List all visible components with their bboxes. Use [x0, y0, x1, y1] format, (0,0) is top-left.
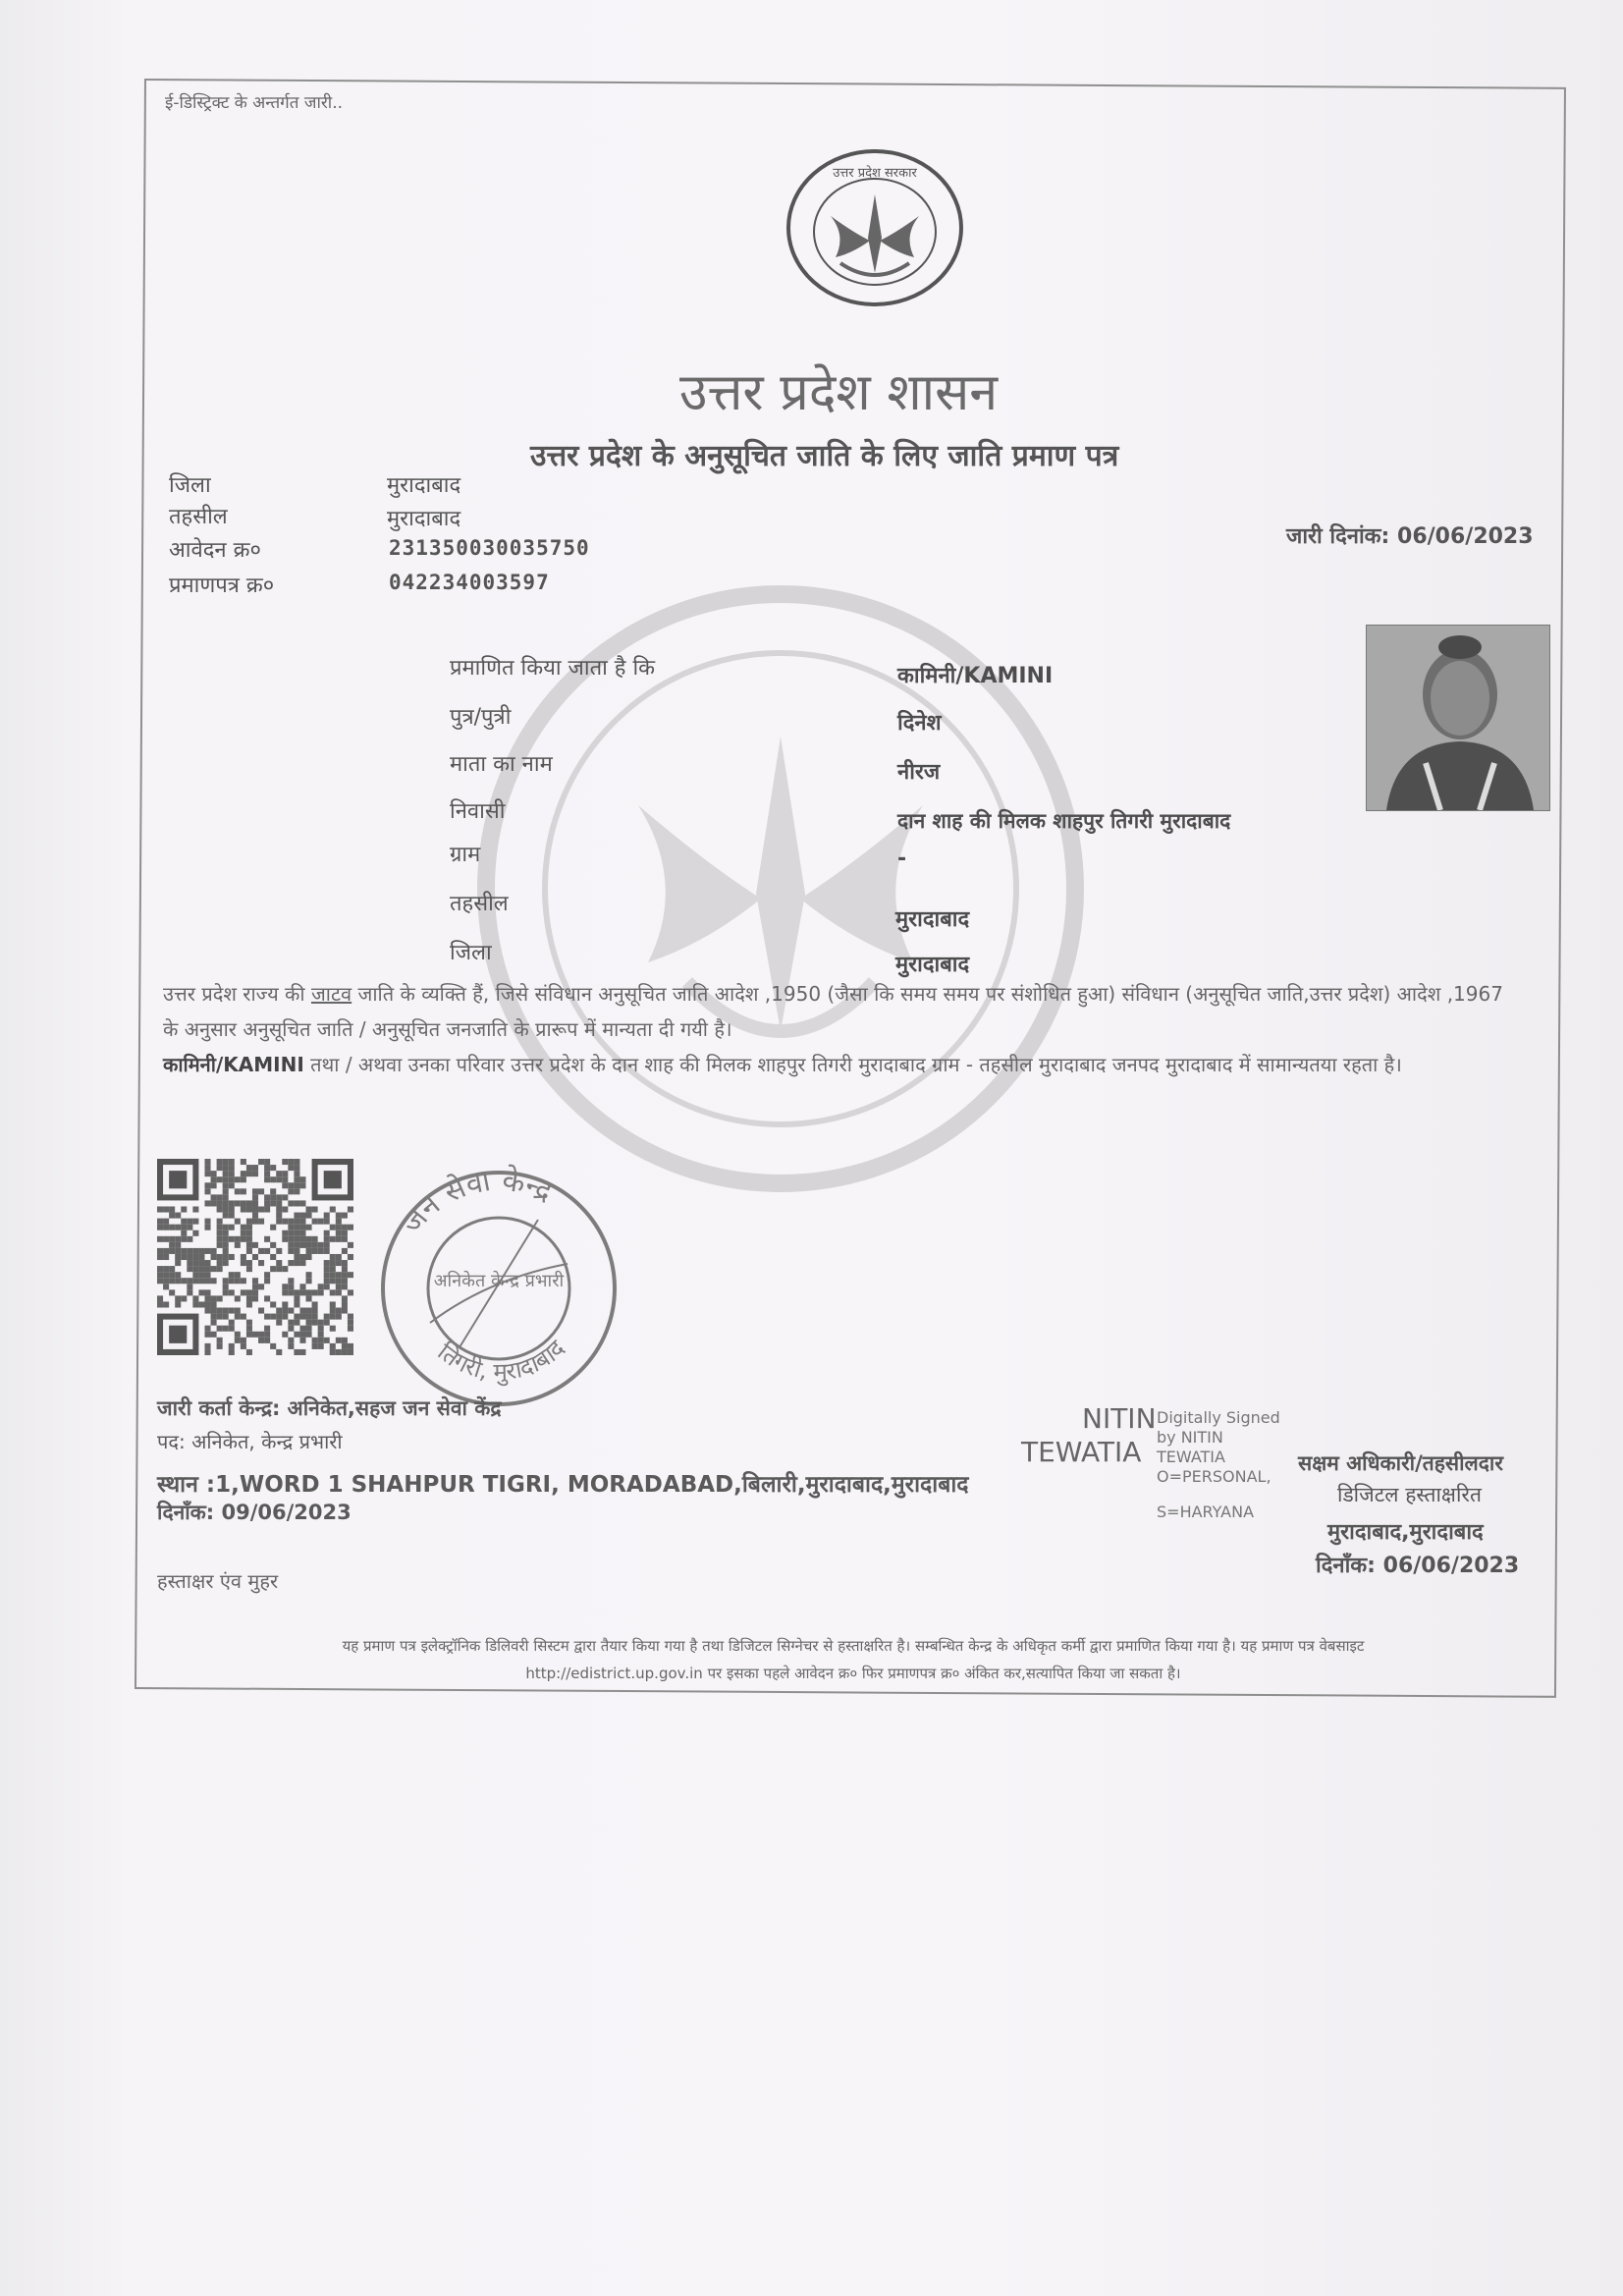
- signature-label: हस्ताक्षर एंव मुहर: [157, 1569, 279, 1593]
- detail-label-village: ग्राम: [450, 843, 481, 867]
- digital-sign-name-1: NITIN: [1082, 1402, 1157, 1435]
- applicant-photo: [1366, 625, 1550, 811]
- detail-value-father: दिनेश: [897, 711, 942, 736]
- district-value: मुरादाबाद: [387, 473, 461, 498]
- district-label: जिला: [169, 473, 211, 498]
- jan-seva-kendra-stamp-icon: [371, 1161, 626, 1416]
- digital-sign-details: Digitally Signed by NITIN TEWATIA O=PERSONAL, S=HARYANA: [1157, 1408, 1280, 1521]
- issuer-post: पद: अनिकेत, केन्द्र प्रभारी: [157, 1430, 343, 1453]
- detail-value-tehsil: मुरादाबाद: [895, 907, 970, 932]
- certificate-label: प्रमाणपत्र क्र०: [169, 574, 275, 598]
- detail-value-district: मुरादाबाद: [895, 953, 970, 977]
- emblem-text: उत्तर प्रदेश सरकार: [833, 166, 917, 181]
- detail-value-name: कामिनी/KAMINI: [897, 664, 1054, 688]
- certificate-number: 042234003597: [389, 571, 550, 594]
- detail-label-resident: निवासी: [450, 799, 506, 824]
- issuer-date: दिनाँक: 09/06/2023: [157, 1501, 352, 1524]
- officer-title: सक्षम अधिकारी/तहसीलदार: [1298, 1451, 1503, 1475]
- person-photo-icon: [1367, 626, 1549, 810]
- issuer-center: जारी कर्ता केन्द्र: अनिकेत,सहज जन सेवा केंद्र: [157, 1396, 502, 1420]
- issue-date: जारी दिनांक: 06/06/2023: [1286, 524, 1534, 549]
- issuer-place: स्थान :1,WORD 1 SHAHPUR TIGRI, MORADABAD,बिलारी,मुरादाबाद,मुरादाबाद: [157, 1472, 969, 1498]
- svg-text:जन सेवा केन्द्र: [395, 1164, 559, 1240]
- page-title: उत्तर प्रदेश शासन: [679, 363, 999, 422]
- application-label: आवेदन क्र०: [169, 538, 261, 563]
- stamp-middle-text: अनिकेत केन्द्र प्रभारी: [433, 1271, 565, 1291]
- digital-sign-name-2: TEWATIA: [1021, 1436, 1142, 1468]
- detail-label-tehsil: तहसील: [450, 892, 509, 916]
- officer-place: मुरादाबाद,मुरादाबाद: [1327, 1520, 1484, 1545]
- stamp-top-text: जन सेवा केन्द्र: [395, 1163, 558, 1241]
- caste-name: जाटव: [310, 982, 352, 1006]
- detail-label-child-of: पुत्र/पुत्री: [450, 705, 512, 730]
- tehsil-value: मुरादाबाद: [387, 507, 461, 531]
- detail-label-district: जिला: [450, 941, 492, 965]
- certificate-body: उत्तर प्रदेश राज्य की जाटव जाति के व्यक्ति हैं, जिसे संविधान अनुसूचित जाति आदेश ,1950 (जैसा कि समय समय पर संशोधित हुआ) संविधान (अनुसूचित जाति,उत्तर प्रदेश) आदेश ,1967 के अनुसार अनुसूचित जाति / अनुसूचित जनजाति के प्रारूप में मान्यता दी गयी है। कामिनी/KAMINI तथा / अथवा उनका परिवार उत्तर प्रदेश के दान शाह की मिलक शाहपुर तिगरी मुरादाबाद ग्राम - तहसील मुरादाबाद जनपद मुरादाबाद में सामान्यतया रहता है।: [163, 982, 1503, 1076]
- officer-digital-signed: डिजिटल हस्ताक्षरित: [1337, 1483, 1482, 1506]
- application-number: 231350030035750: [389, 536, 590, 560]
- detail-value-mother: नीरज: [897, 760, 941, 785]
- qr-code: [157, 1159, 353, 1355]
- page-subtitle: उत्तर प्रदेश के अनुसूचित जाति के लिए जाति प्रमाण पत्र: [530, 439, 1119, 473]
- tehsil-label: तहसील: [169, 505, 228, 529]
- footer-note: यह प्रमाण पत्र इलेक्ट्रॉनिक डिलिवरी सिस्टम द्वारा तैयार किया गया है तथा डिजिटल सिग्नेचर से हस्ताक्षरित है। सम्बन्धित केन्द्र के अधिकृत कर्मी द्वारा प्रमाणित किया गया है। यह प्रमाण पत्र वेबसाइट http://edistrict.up.gov.in पर इसका पहले आवेदन क्र० फिर प्रमाणपत्र क्र० अंकित कर,सत्यापित किया जा सकता है।: [342, 1637, 1365, 1682]
- detail-label-mother: माता का नाम: [450, 752, 553, 777]
- detail-value-village: -: [897, 847, 907, 871]
- header-note: ई-डिस्ट्रिक्ट के अन्तर्गत जारी..: [165, 93, 344, 113]
- detail-value-resident: दान शाह की मिलक शाहपुर तिगरी मुरादाबाद: [897, 809, 1231, 833]
- svg-text:तिगरी, मुरादाबाद: [432, 1335, 569, 1387]
- stamp-bottom-text: तिगरी, मुरादाबाद: [432, 1334, 570, 1387]
- applicant-name-bold: कामिनी/KAMINI: [163, 1053, 304, 1076]
- up-government-emblem-icon: [782, 147, 968, 309]
- detail-label-certified: प्रमाणित किया जाता है कि: [450, 656, 656, 681]
- officer-date: दिनाँक: 06/06/2023: [1316, 1554, 1520, 1578]
